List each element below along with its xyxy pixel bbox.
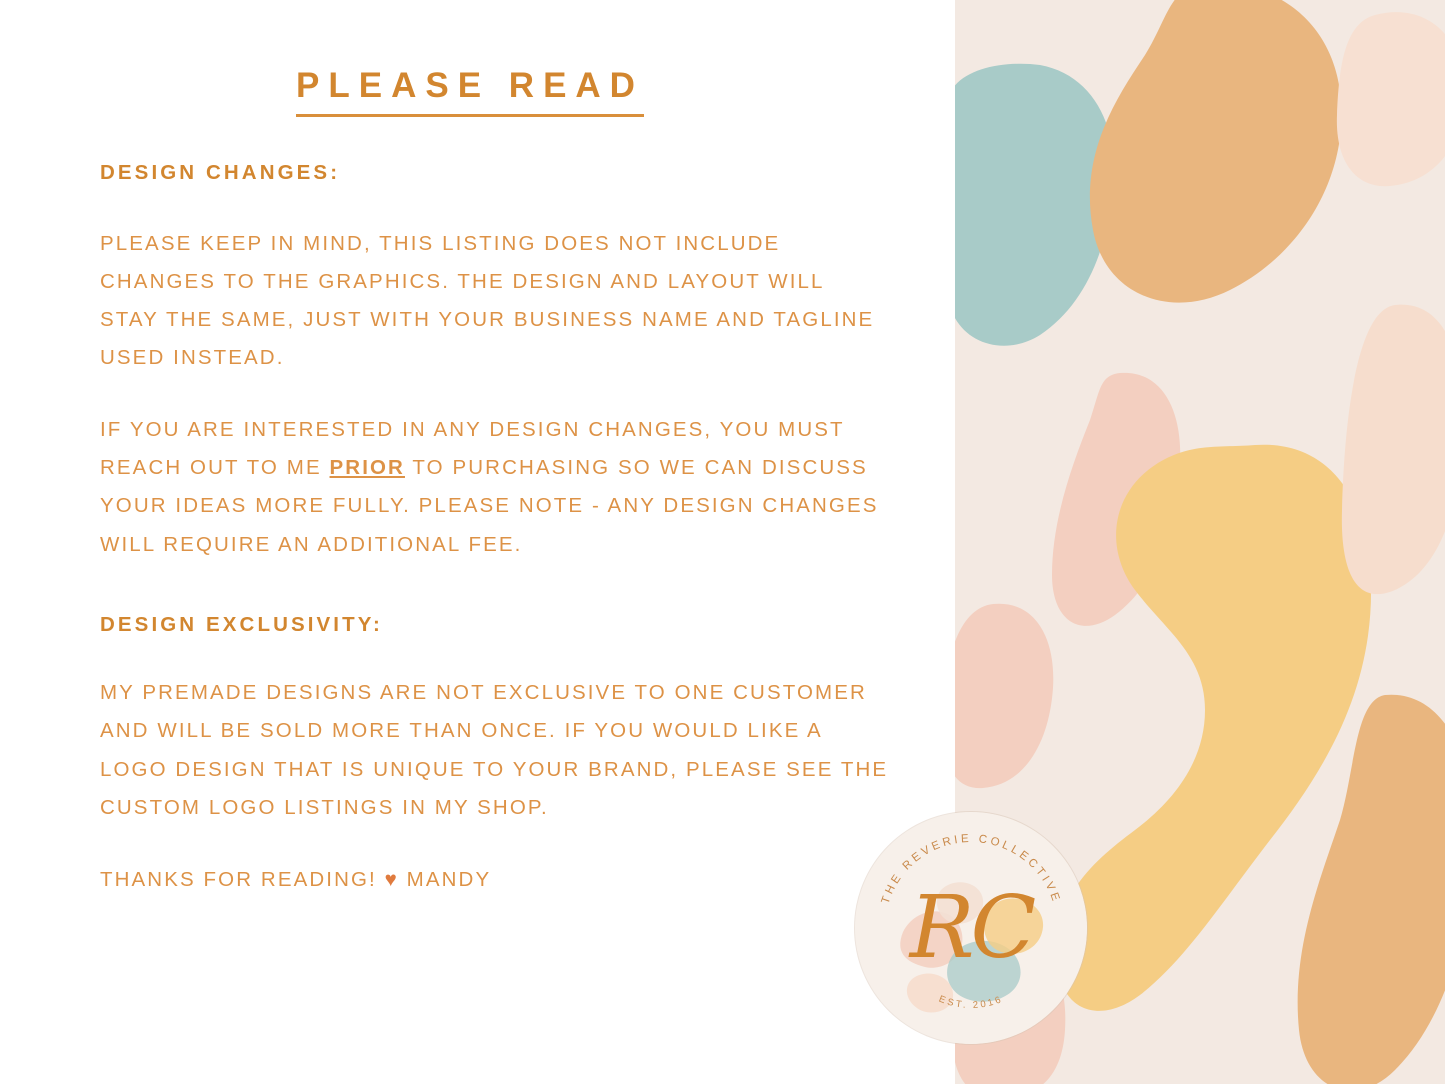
svg-text:EST. 2016: EST. 2016 [937,993,1005,1012]
logo-monogram: RC [909,878,1033,978]
section-heading-design-exclusivity: DESIGN EXCLUSIVITY: [100,612,383,636]
paragraph-text-after: TO PURCHASING SO WE CAN DISCUSS YOUR IDEAS MORE FULLY. PLEASE NOTE - ANY DESIGN CHANGES WILL REQUIRE AN ADDITIONAL FEE. [100,456,879,556]
blob-tan-bottom-right [1285,690,1445,1084]
logo-badge [855,812,1087,1044]
closing-line [100,861,890,899]
emphasis-prior: PRIOR [329,456,405,480]
blob-tan-large [1085,0,1345,310]
blob-cream-right-mid [1340,300,1445,600]
paragraph-design-exclusivity-1: MY PREMADE DESIGNS ARE NOT EXCLUSIVE TO ONE CUSTOMER AND WILL BE SOLD MORE THAN ONCE. IF YOU WOULD LIKE A LOGO DESIGN THAT IS UNIQUE TO YOUR BRAND, PLEASE SEE THE CUSTOM LOGO LISTINGS IN MY SHOP. [100,681,889,819]
paragraph-text-before: IF YOU ARE INTERESTED IN ANY DESIGN CHANGES, YOU MUST REACH OUT TO ME [100,418,845,480]
page-title-text: PLEASE READ [296,66,644,117]
section-heading-design-changes: DESIGN CHANGES: [100,161,341,184]
paragraph-design-changes-2 [100,411,890,564]
page-title [100,66,840,117]
svg-text:THE REVERIE COLLECTIVE: THE REVERIE COLLECTIVE [879,832,1063,906]
body-content [100,160,890,899]
heart-icon: ♥ [384,867,399,891]
blob-cream-top-right [1335,10,1445,190]
blob-peach-left-edge [955,600,1058,790]
closing-text-after: MANDY [398,867,492,891]
paragraph-design-changes-1: PLEASE KEEP IN MIND, THIS LISTING DOES NOT INCLUDE CHANGES TO THE GRAPHICS. THE DESIGN AND LAYOUT WILL STAY THE SAME, JUST WITH YOUR BUSINESS NAME AND TAGLINE USED INSTEAD. [100,231,875,370]
closing-text-before: THANKS FOR READING! [100,867,385,891]
